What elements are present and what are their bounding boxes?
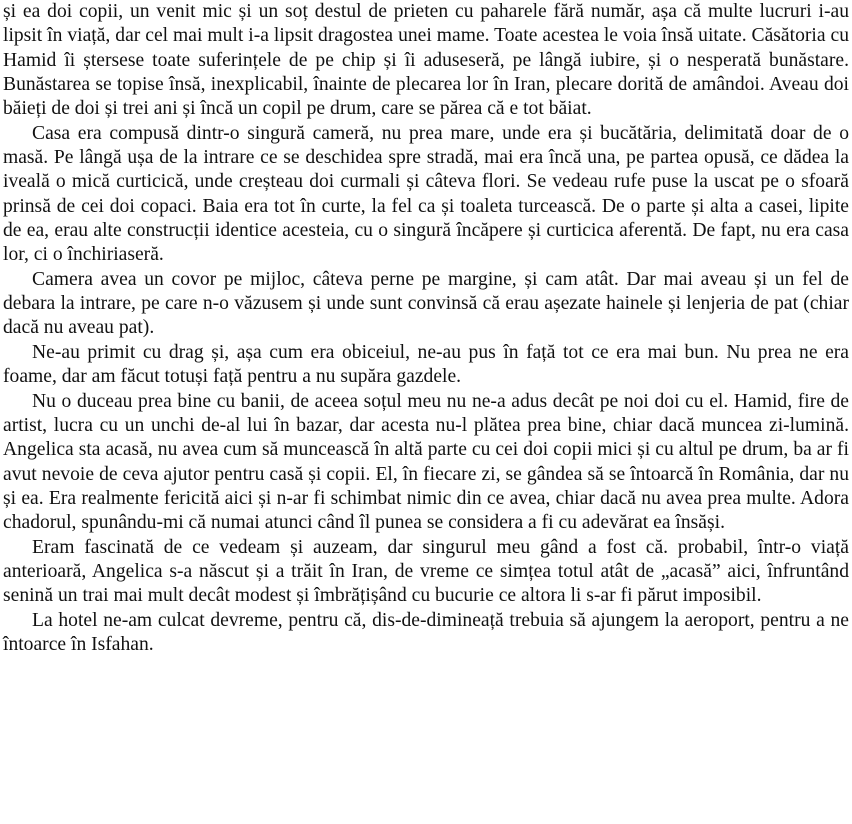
- paragraph-fascinated: Eram fascinată de ce vedeam și auzeam, dar singurul meu gând a fost că. probabil, într-o viață anterioară, Angelica s-a născut și a trăit în Iran, de vreme ce simțea totul atât de „acasă” aici, înfruntând senină un trai mai mult decât modest și îmbrățișând cu bucurie ce altora li s-ar fi părut imposibil.: [3, 536, 849, 607]
- paragraph-money: Nu o duceau prea bine cu banii, de aceea soțul meu nu ne-a adus decât pe noi doi cu el. Hamid, fire de artist, lucra cu un unchi de-al lui în bazar, dar acesta nu-l plătea prea bine, chiar dacă muncea zi-lumină. Angelica sta acasă, nu avea cum să muncească în altă parte cu cei doi copii mici și cu altul pe drum, ba ar fi avut nevoie de ceva ajutor pentru casă și copii. El, în fiecare zi, se gândea să se întoarcă în România, dar nu și ea. Era realmente fericită aici și n-ar fi schimbat nimic din ce avea, chiar dacă nu avea prea multe. Adora chadorul, spunându-mi că numai atunci când îl punea se considera a fi cu adevărat ea însăși.: [3, 390, 849, 534]
- paragraph-continued: și ea doi copii, un venit mic și un soț destul de prieten cu paharele fără număr, așa că multe lucruri i-au lipsit în viață, dar cel mai mult i-a lipsit dragostea unei mame. Toate acestea le voia însă uitate. Căsătoria cu Hamid îi ștersese toate suferințele de pe chip și îi aduseseră, pe lângă iubire, și o nesperată bunăstare. Bunăstarea se topise însă, inexplicabil, înainte de plecarea lor în Iran, plecare dorită de amândoi. Aveau doi băieți de doi și trei ani și încă un copil pe drum, care se părea că e tot băiat.: [3, 1, 849, 120]
- paragraph-welcome: Ne-au primit cu drag și, așa cum era obiceiul, ne-au pus în față tot ce era mai bun. Nu prea ne era foame, dar am făcut totuși față pentru a nu supăra gazdele.: [3, 341, 849, 388]
- paragraph-house: Casa era compusă dintr-o singură cameră, nu prea mare, unde era și bucătăria, delimitată doar de o masă. Pe lângă ușa de la intrare ce se deschidea spre stradă, mai era încă una, pe partea opusă, ce dădea la iveală o mică curticică, unde creșteau doi curmali și câteva flori. Se vedeau rufe puse la uscat pe o sfoară prinsă de cei doi copaci. Baia era tot în curte, la fel ca și toaleta turcească. De o parte și alta a casei, lipite de ea, erau alte construcții identice acesteia, cu o singură încăpere și curticica aferentă. De fapt, nu era casa lor, ci o închiriaseră.: [3, 122, 849, 266]
- paragraph-room: Camera avea un covor pe mijloc, câteva perne pe margine, și cam atât. Dar mai aveau și un fel de debara la intrare, pe care n-o văzusem și unde sunt convinsă că erau așezate hainele și lenjeria de pat (chiar dacă nu aveau pat).: [3, 268, 849, 339]
- document-page: [3, 0, 849, 657]
- paragraph-hotel: La hotel ne-am culcat devreme, pentru că, dis-de-dimineață trebuia să ajungem la aeroport, pentru a ne întoarce în Isfahan.: [3, 609, 849, 655]
